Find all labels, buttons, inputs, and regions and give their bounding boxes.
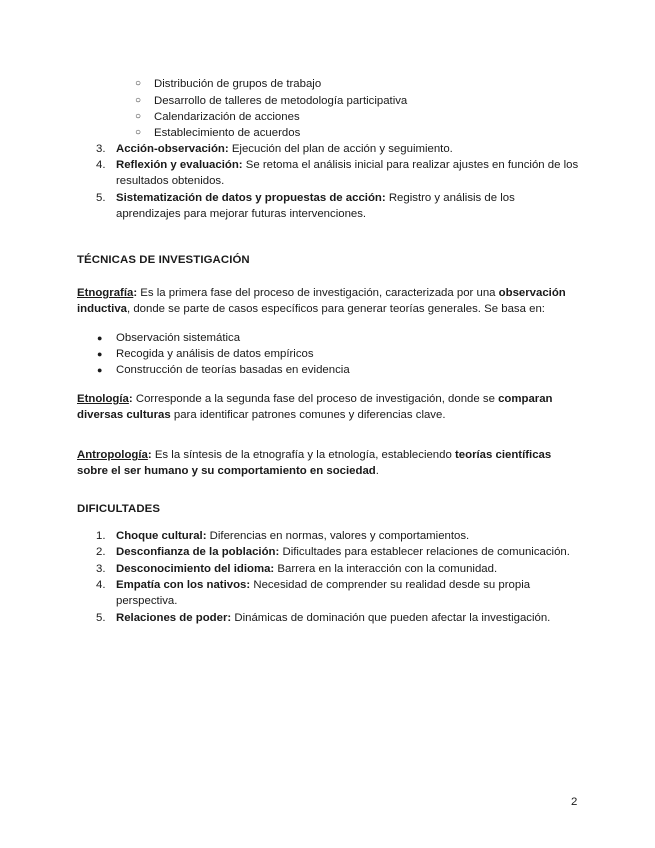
bullet-icon: ● [97, 365, 103, 375]
document-page: ○ Distribución de grupos de trabajo ○ Desarrollo de talleres de metodología participativa ○ Calendarización de acciones ○ Establecimiento de acuerdos 3. Acción-observación: Ejecución del plan de acción y seguimiento. 4. Reflexión y evaluación: Se retoma el análisis inicial para realizar ajustes en función de los resultados obtenidos. 5. Sistematización de datos y propuestas de acción: Registro y análisis de los aprendizajes para mejorar futuras intervenciones. TÉCNICAS DE INVESTIGACIÓN Etnografía: Es la primera fase del proceso de investigación, caracterizada por una observación inductiva, donde se parte de casos específicos para generar teorías generales. Se basa en: ● Observación sistemática ● Recogida y análisis de datos empíricos ● Construcción de teorías basadas en evidencia Etnología: Corresponde a la segunda fase del proceso de investigación, donde se comparan diversas culturas para identificar patrones comunes y diferencias clave. Antropología: Es la síntesis de la etnografía y la etnología, estableciendo teorías científicas sobre el ser humano y su comportamiento en sociedad. DIFICULTADES 1. Choque cultural: Diferencias en normas, valores y comportamientos. 2. Desconfianza de la población: Dificultades para establecer relaciones de comunicación. 3. Desconocimiento del idioma: Barrera en la interacción con la comunidad. 4. Empatía con los nativos: Necesidad de comprender su realidad desde su propia perspectiva. 5. Relaciones de poder: Dinámicas de dominación que pueden afectar la investigación. 2 [77, 78, 579, 808]
paragraph-etnologia: Etnología: Corresponde a la segunda fase del proceso de investigación, donde se comparan diversas culturas para identificar patrones comunes y diferencias clave. [77, 393, 553, 421]
bullet-icon: ● [97, 349, 103, 359]
section-heading: DIFICULTADES [77, 503, 161, 515]
section-heading: TÉCNICAS DE INVESTIGACIÓN [77, 254, 250, 266]
circle-bullet-icon: ○ [135, 95, 142, 106]
page-number: 2 [571, 796, 578, 808]
circle-bullet-icon: ○ [135, 78, 142, 89]
circle-bullet-icon: ○ [135, 111, 142, 122]
paragraph-antropologia: Antropología: Es la síntesis de la etnografía y la etnología, estableciendo teorías científicas sobre el ser humano y su comportamiento en sociedad. [77, 449, 552, 477]
paragraph-etnografia: Etnografía: Es la primera fase del proceso de investigación, caracterizada por una observación inductiva, donde se parte de casos específicos para generar teorías generales. Se basa en: [77, 287, 566, 315]
circle-bullet-icon: ○ [135, 127, 142, 138]
bullet-icon: ● [97, 333, 103, 343]
